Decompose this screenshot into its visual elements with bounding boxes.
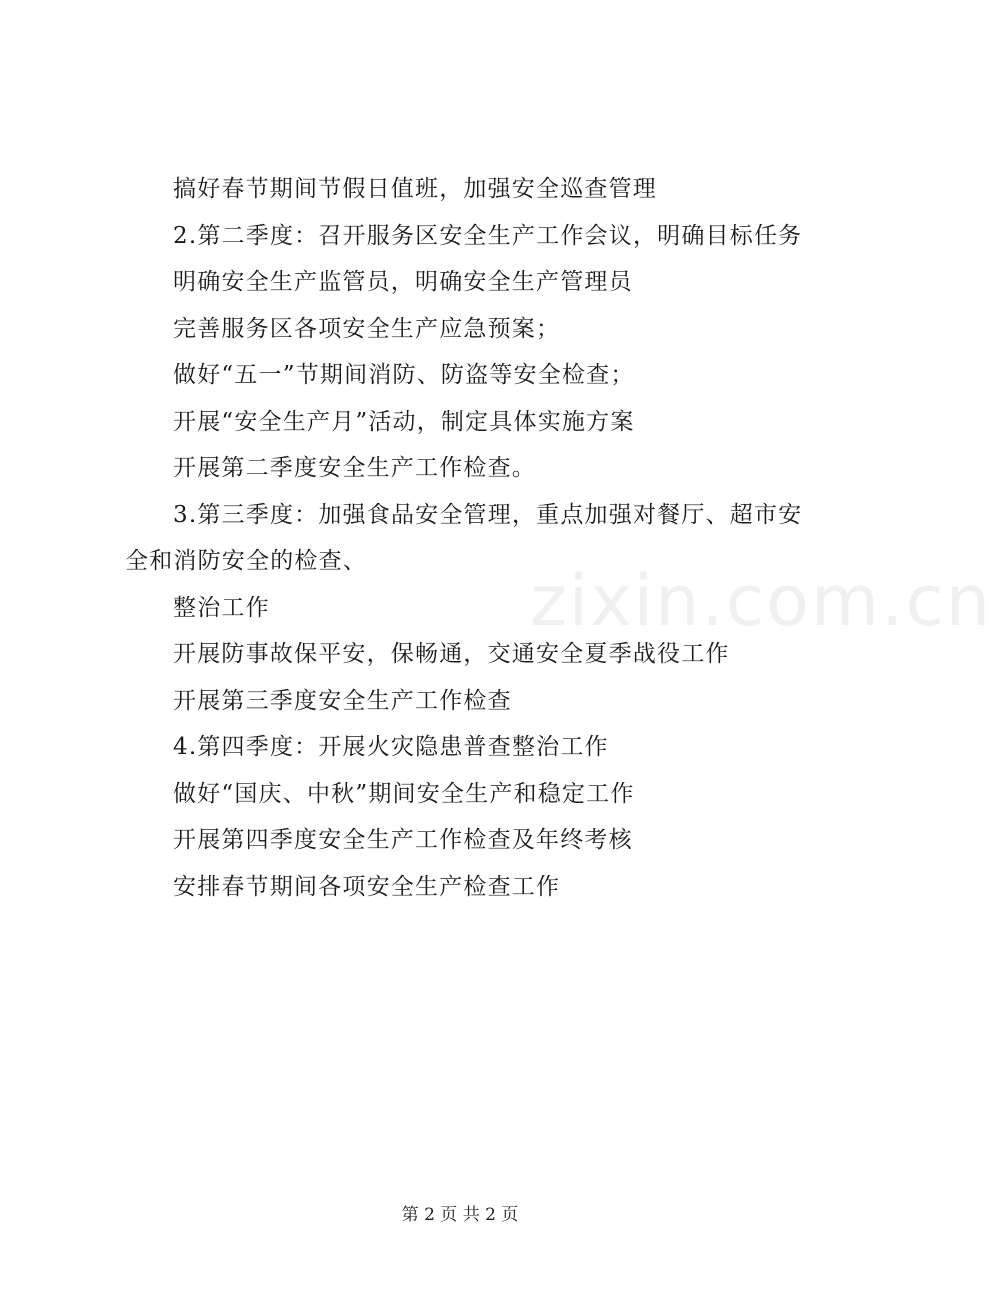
paragraph-line: 整治工作 <box>173 594 270 621</box>
paragraph-line: 做好“国庆、中秋”期间安全生产和稳定工作 <box>173 780 635 807</box>
paragraph-line: 安排春节期间各项安全生产检查工作 <box>173 873 561 900</box>
paragraph-line: 开展第二季度安全生产工作检查。 <box>173 455 536 481</box>
page-number-footer: 第 2 页 共 2 页 <box>401 1205 519 1225</box>
paragraph-line: 搞好春节期间节假日值班，加强安全巡查管理 <box>173 176 657 202</box>
paragraph-line: 开展“安全生产月”活动，制定具体实施方案 <box>173 408 635 435</box>
watermark: zixin.com.cn <box>530 560 992 642</box>
paragraph-line: 开展第三季度安全生产工作检查 <box>173 687 512 714</box>
paragraph-line: 2.第二季度：召开服务区安全生产工作会议，明确目标任务 <box>173 222 803 249</box>
paragraph-line: 4.第四季度：开展火灾隐患普查整治工作 <box>173 734 609 760</box>
paragraph-line: 做好“五一”节期间消防、防盗等安全检查； <box>173 362 635 388</box>
paragraph-line: 完善服务区各项安全生产应急预案； <box>173 315 561 342</box>
document-body <box>125 166 805 910</box>
paragraph-line: 3.第三季度：加强食品安全管理，重点加强对餐厅、超市安全和消防安全的检查、 <box>125 501 803 574</box>
paragraph-line: 明确安全生产监管员，明确安全生产管理员 <box>173 269 633 295</box>
paragraph-line: 开展防事故保平安，保畅通，交通安全夏季战役工作 <box>173 641 730 667</box>
paragraph-line: 开展第四季度安全生产工作检查及年终考核 <box>173 827 633 853</box>
